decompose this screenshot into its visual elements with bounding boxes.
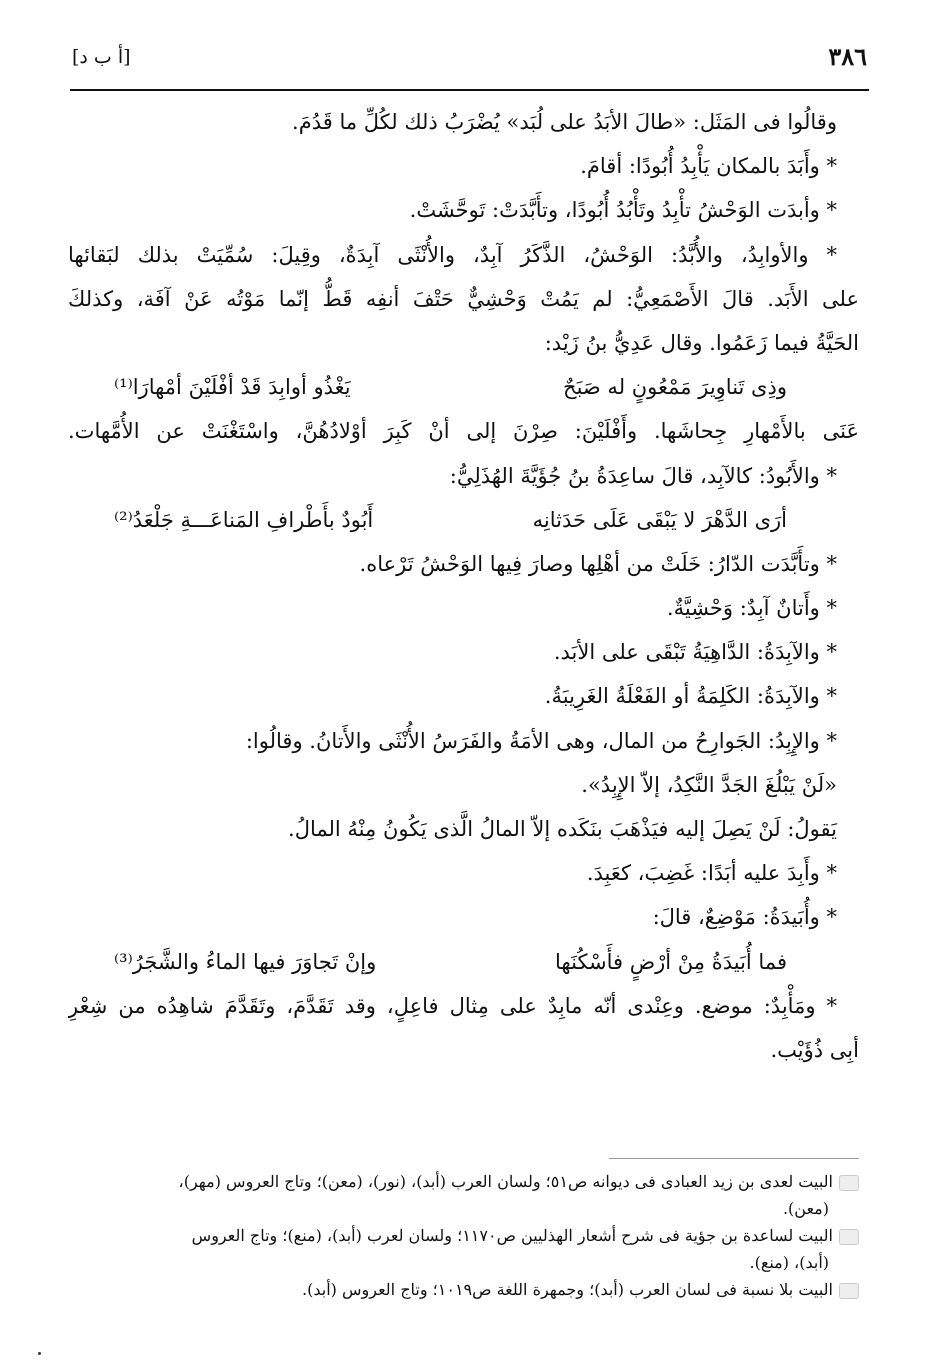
text-line: على الأَبَد. قالَ الأَصْمَعِيُّ: لم يَمُتْ وَحْشِيٌّ حَتْفَ أنفِه قَطُّ إنّما مَوْتُه عَنْ آفَة، وكذلكَ: [68, 286, 859, 311]
verse-ubayda: [68, 940, 859, 984]
text-line: * والأوابِدُ، والأُبَّدُ: الوَحْشُ، الذَّكَرُ آبِدٌ، والأُنْثَى آبِدَةٌ، وقِيلَ: سُمِّيَتْ بذلك لبَقائها: [68, 242, 837, 267]
page-number: ٣٨٦: [828, 42, 867, 71]
text-line: * وأَتانٌ آبِدٌ: وَحْشِيَّةٌ.: [666, 596, 837, 621]
text-line: * والإِبِدُ: الجَوارِحُ من المال، وهى الأمَةُ والفَرَسُ الأُنْثَى والأَتانُ. وقالُوا:: [245, 728, 837, 753]
verse-second-hemistich: وإنْ تَجاوَرَ فيها الماءُ والشَّجَرُ⁽³⁾: [114, 949, 377, 974]
text-line: * وأَبِدَ عليه أبَدًا: غَضِبَ، كعَبِدَ.: [586, 861, 837, 886]
page-header: [72, 42, 867, 92]
footnote-2: [68, 1222, 859, 1249]
scan-speck: [38, 1352, 41, 1355]
header-rule: [70, 89, 869, 91]
footnote-rule: [609, 1158, 859, 1159]
text-line: عَنَى بالأَمْهارِ جِحاشَها. وأَفْلَيْنَ: صِرْنَ إلى أنْ كَبِرَ أوْلادُهُنَّ، واسْتَغْنَتْ عن الأُمَّهات.: [68, 419, 859, 444]
text-line: * وأُبَيدَةُ: مَوْضِعٌ، قالَ:: [652, 905, 837, 930]
verse-saida: [68, 498, 859, 542]
text-line: أبِى ذُؤَيْب.: [770, 1037, 859, 1062]
footnote-text: البيت بلا نسبة فى لسان العرب (أبد)؛ وجمهرة اللغة ص١٠١٩؛ وتاج العروس (أبد).: [302, 1280, 833, 1299]
text-line: * وتأَبَّدَت الدّارُ: خَلَتْ من أهْلِها وصارَ فِيها الوَحْشُ تَرْعاه.: [359, 551, 837, 576]
footnotes: [68, 1168, 859, 1303]
footnote-1-cont: (معن).: [782, 1199, 829, 1218]
verse-first-hemistich: فما أُبَيدَةُ مِنْ أرْضٍ فأَسْكُنَها: [555, 949, 787, 974]
entry-body: [68, 100, 859, 1072]
verse-first-hemistich: وذِى تَناوِيرَ مَمْعُونٍ له صَبَحٌ: [563, 375, 787, 400]
verse-adi: [68, 365, 859, 409]
root-label: [أ ب د]: [72, 46, 131, 68]
footnote-text: البيت لساعدة بن جؤية فى شرح أشعار الهذليين ص١١٧٠؛ ولسان لعرب (أبد)، (منع)؛ وتاج العروس: [191, 1226, 833, 1245]
footnote-marker-icon: [839, 1283, 859, 1299]
footnote-2-cont: (أبد)، (منع).: [749, 1253, 829, 1272]
verse-second-hemistich: أَبُودٌ بأَطْرافِ المَناعَـــةِ جَلْعَدُ⁽²⁾: [114, 507, 374, 532]
verse-second-hemistich: يَغْذُو أوابِدَ قَدْ أفْلَيْنَ أمْهارَا⁽¹⁾: [114, 375, 351, 400]
text-line: * والآبِدَةُ: الكَلِمَةُ أو الفَعْلَةُ الغَرِيبَةُ.: [544, 684, 837, 709]
text-line: * وأَبَدَ بالمكان يَأْبِدُ أُبُودًا: أقامَ.: [580, 154, 837, 179]
text-line: * ومَأْبِدٌ: موضع. وعِنْدى أنّه مابِدٌ على مِثال فاعِلٍ، وقد تَقَدَّمَ، وتَقَدَّمَ شاهِدُه من شِعْرِ: [68, 993, 837, 1018]
text-line: الحَيَّةُ فيما زَعَمُوا. وقال عَدِيُّ بنُ زَيْد:: [544, 330, 859, 355]
text-line: * والأَبُودُ: كالآبِد، قالَ ساعِدَةُ بنُ جُؤَيَّةَ الهُذَلِيُّ:: [449, 463, 837, 488]
footnote-3: [68, 1276, 859, 1303]
text-line: * وأبدَت الوَحْشُ تأْبِدُ وتَأْبُدُ أُبُودًا، وتأَبَّدَتْ: تَوحَّشَتْ.: [409, 198, 837, 223]
footnote-marker-icon: [839, 1229, 859, 1245]
footnote-text: البيت لعدى بن زيد العبادى فى ديوانه ص٥١؛ ولسان العرب (أبد)، (نور)، (معن)؛ وتاج العروس (مهر)،: [178, 1172, 833, 1191]
verse-first-hemistich: أرَى الدَّهْرَ لا يَبْقَى عَلَى حَدَثانِه: [532, 507, 787, 532]
text-line: وقالُوا فى المَثَل: «طالَ الأبَدُ على لُبَد» يُضْرَبُ ذلك لكُلِّ ما قَدُمَ.: [292, 110, 837, 134]
text-line: «لَنْ يَبْلُغَ الجَدَّ النَّكِدُ، إلاّ الإِبِدُ».: [581, 772, 837, 797]
text-line: يَقولُ: لَنْ يَصِلَ إليه فيَذْهَبَ بنَكَده إلاّ المالُ الَّذى يَكُونُ مِنْهُ المالُ.: [288, 817, 837, 841]
footnote-1: [68, 1168, 859, 1195]
text-line: * والآبِدَةُ: الدَّاهِيَةُ تَبْقَى على الأبَد.: [553, 640, 837, 665]
footnote-marker-icon: [839, 1175, 859, 1191]
